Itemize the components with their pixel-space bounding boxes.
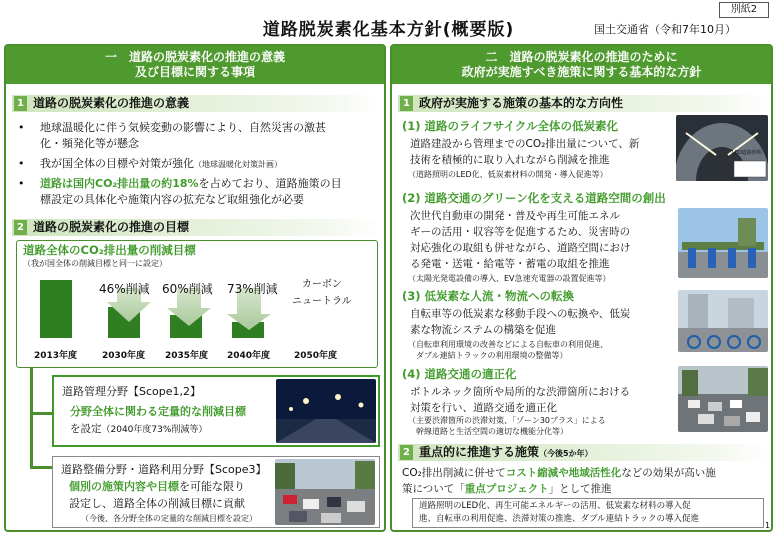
annex-label: 別紙2 <box>719 2 769 18</box>
priority-line2b: 」として推進 <box>548 483 612 495</box>
priority-line1b: などの効果が高い施 <box>621 467 716 479</box>
bullet-2 <box>18 156 378 173</box>
scope12-line2b: （2040年度73%削減等） <box>101 425 208 435</box>
bullet-3-highlight: 道路は国内CO₂排出量の約18% <box>40 177 199 190</box>
label-2030: 46%削減 <box>99 282 150 296</box>
ministry-date: 国土交通省（令和7年10月） <box>594 23 736 36</box>
scope3-title: 道路整備分野・道路利用分野【Scope3】 <box>61 463 267 476</box>
right-panel-header <box>392 46 771 84</box>
policy-item-title: (4) 道路交通の適正化 <box>402 367 517 381</box>
priority-box-line2: 進、自転車の利用促進、渋滞対策の推進、ダブル連結トラックの導入促進 <box>419 514 699 524</box>
label-2050-line1: カーボン <box>301 279 342 290</box>
ev-charger-photo <box>678 208 768 278</box>
left-panel-title-line1: 一 道路の脱炭素化の推進の意義 <box>104 50 285 64</box>
bullet-3-line1: を占めており、道路施策の目 <box>198 177 342 190</box>
bullet-3-line2: 標設定の具体化や施策内容の拡充など取組強化が必要 <box>40 193 304 206</box>
year-label: 2013年度 <box>34 351 78 361</box>
label-2040: 73%削減 <box>227 282 278 296</box>
left-panel-header <box>6 46 384 84</box>
policy-item-note: （太陽光発電設備の導入、EV急速充電器の設置促進等） <box>408 274 611 283</box>
led-photo-label: LED道路照明 <box>732 150 762 156</box>
right-panel-title-line2: 政府が実施すべき施策に関する基本的な方針 <box>461 65 702 79</box>
reduction-chart <box>22 270 372 366</box>
label-2050-line2: ニュートラル <box>292 296 352 307</box>
scope12-title: 道路管理分野【Scope1,2】 <box>62 385 202 398</box>
body-line: 対応強化の取組も併せながら、道路空間におけ <box>410 242 631 254</box>
year-label: 2050年度 <box>294 351 338 361</box>
bullet-1-line2: 化・頻発化等が懸念 <box>40 137 139 150</box>
tunnel-led-photo <box>676 115 768 181</box>
road-lighting-photo <box>276 379 376 443</box>
page-number: 1 <box>765 521 771 530</box>
note-line: 幹線道路と生活空間の適切な機能分化等） <box>416 427 568 436</box>
body-line: 素な物流システムの構築を促進 <box>410 324 556 336</box>
section-number: 2 <box>400 445 413 460</box>
scope12-line2 <box>70 421 207 436</box>
scope12-green2: 定量的な削減目標 <box>158 405 246 418</box>
section-number: 1 <box>400 96 413 111</box>
right-section-2-header <box>398 444 768 461</box>
body-line: る発電・送電・給電等・蓄電の取組を推進 <box>410 258 610 270</box>
scope3-note: （今後、各分野全体の定量的な削減目標を設定） <box>81 514 257 523</box>
policy-item-note: （道路照明のLED化、低炭素材料の開発・導入促進等） <box>408 170 608 179</box>
body-line: ギーの活用・収容等を促進するため、災害時の <box>410 226 631 238</box>
scope12-green1: 分野全体に関わる <box>70 405 158 418</box>
body-line: ボトルネック箇所や局所的な渋滞箇所における <box>410 386 631 398</box>
page-title: 道路脱炭素化基本方針(概要版) <box>262 20 515 40</box>
section-title: 道路の脱炭素化の推進の目標 <box>33 220 190 234</box>
note-line: （自転車利用環境の改善などによる自転車の利用促進、 <box>408 340 608 349</box>
note-line: （主要渋滞箇所の渋滞対策、「ゾーン30プラス」による <box>408 416 606 425</box>
label-2035: 60%削減 <box>162 282 213 296</box>
bullet-1-line1: 地球温暖化に伴う気候変動の影響により、自然災害の激甚 <box>40 121 326 134</box>
target-box-title: 道路全体のCO₂排出量の削減目標 <box>23 243 196 257</box>
target-box-subtitle: （我が国全体の削減目標と同一に設定） <box>23 259 167 268</box>
year-label: 2040年度 <box>227 351 271 361</box>
body-line: 自転車等の低炭素な移動手段への転換や、低炭 <box>410 308 631 320</box>
priority-line2-highlight: 重点プロジェクト <box>464 483 549 495</box>
scope3-line1 <box>69 478 245 494</box>
policy-item-body <box>402 136 672 168</box>
bullet-2-note: （地球温暖化対策計画） <box>194 160 282 169</box>
body-line: 道路建設から管理までのCO₂排出量について、新 <box>410 138 640 150</box>
scope12-line1 <box>70 403 246 419</box>
body-line: 次世代自動車の開発・普及や再生可能エネル <box>410 210 620 222</box>
policy-item-title: (2) 道路交通のグリーン化を支える道路空間の創出 <box>402 191 666 205</box>
policy-item-title: (1) 道路のライフサイクル全体の低炭素化 <box>402 119 618 133</box>
connector-line <box>30 368 33 466</box>
body-line: 技術を積極的に取り入れながら削減を推進 <box>410 154 610 166</box>
section-number: 1 <box>14 96 27 111</box>
priority-text <box>402 465 770 497</box>
section-title: 政府が実施する施策の基本的な方向性 <box>419 96 624 110</box>
scope12-line2a: を設定 <box>70 423 102 435</box>
policy-item-title: (3) 低炭素な人流・物流への転換 <box>402 289 575 303</box>
priority-box-line1: 道路照明のLED化、再生可能エネルギーの活用、低炭素な材料の導入促 <box>419 501 691 511</box>
bullet-3 <box>18 176 382 208</box>
policy-item-1 <box>402 118 672 180</box>
congestion-photo <box>678 366 768 432</box>
scope3-green1: 個別の施策内容や目標 <box>69 480 179 493</box>
bullet-dot: • <box>18 157 25 170</box>
priority-line1a: CO₂排出削減に併せて <box>402 467 506 479</box>
year-label: 2030年度 <box>102 351 146 361</box>
priority-line2 <box>402 481 770 497</box>
left-section-1-header <box>12 95 380 112</box>
section-number: 2 <box>14 220 27 235</box>
left-panel-title-line2: 及び目標に関する事項 <box>134 65 255 79</box>
section-title-note: （今後5か年） <box>539 449 593 458</box>
bullet-1 <box>18 120 378 152</box>
year-label: 2035年度 <box>165 351 209 361</box>
section-title: 道路の脱炭素化の推進の意義 <box>33 96 190 110</box>
bullet-dot: • <box>18 121 25 134</box>
label-2050 <box>292 276 352 310</box>
connector-arrow-1 <box>30 412 52 415</box>
left-section-2-header <box>12 219 380 236</box>
right-section-1-header <box>398 95 768 112</box>
body-line: 対策を行い、道路交通を適正化 <box>410 402 557 414</box>
scope3-line2: 設定し、道路全体の削減目標に貢献 <box>69 497 245 510</box>
section-title: 重点的に推進する施策 <box>419 445 540 459</box>
traffic-jam-photo <box>275 459 375 525</box>
priority-line1-highlight: コスト縮減や地域活性化 <box>505 467 622 479</box>
priority-line2a: 策について「 <box>402 483 465 495</box>
bicycle-share-photo <box>678 290 768 352</box>
priority-box <box>412 498 764 528</box>
bullet-dot: • <box>18 177 25 190</box>
right-panel-title-line1: 二 道路の脱炭素化の推進のために <box>485 50 678 64</box>
bullet-2-text: 我が国全体の目標や対策が強化 <box>40 157 194 170</box>
priority-line1 <box>402 465 770 481</box>
scope3-box <box>52 456 380 528</box>
note-line: ダブル連結トラックの利用環境の整備等） <box>416 351 568 360</box>
scope3-line1b: を可能な限り <box>179 480 245 493</box>
scope12-box <box>52 375 380 447</box>
connector-arrow-2 <box>30 466 52 469</box>
